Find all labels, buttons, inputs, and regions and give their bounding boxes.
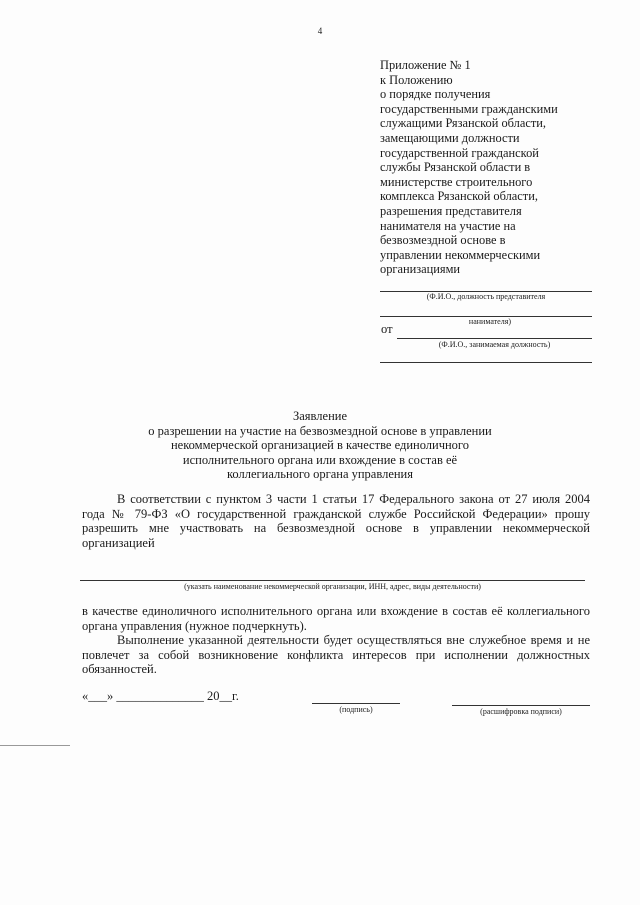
organization-rule (80, 580, 585, 581)
signature-caption: (подпись) (339, 705, 373, 714)
appendix-line: службы Рязанской области в (380, 160, 531, 175)
body-paragraph-3: Выполнение указанной деятельности будет осуществляться вне служебное время и не повлечет за собой возникновение конфликта интересов при исполнении должностных обязанностей. (82, 633, 590, 676)
addressee-rule-4 (380, 362, 592, 363)
appendix-line: Приложение № 1 (380, 58, 471, 72)
date-line: «___» ______________ 20__г. (82, 689, 239, 703)
document-title (110, 409, 530, 482)
appendix-line: государственными гражданскими (380, 101, 558, 116)
appendix-line: замещающими должности (380, 130, 520, 145)
appendix-line: разрешения представителя (380, 203, 522, 218)
scan-edge-mark (0, 745, 70, 746)
title-line: некоммерческой организацией в качестве единоличного (170, 438, 470, 452)
appendix-block (380, 58, 615, 277)
signature-rule (312, 703, 400, 704)
title-line: исполнительного органа или вхождение в состав её (182, 452, 458, 467)
appendix-line: к Положению (380, 72, 453, 87)
addressee-caption-2: нанимателя) (468, 317, 512, 326)
appendix-line: комплекса Рязанской области, (380, 189, 538, 204)
organization-caption: (указать наименование некоммерческой организации, ИНН, адрес, виды деятельности) (184, 582, 481, 591)
body-paragraph-2: в качестве единоличного исполнительного органа или вхождение в состав её коллегиального органа управления (нужное подчеркнуть). (82, 604, 590, 633)
signature-decode-caption: (расшифровка подписи) (480, 707, 562, 716)
appendix-line: государственной гражданской (380, 145, 539, 160)
page-number: 4 (317, 26, 323, 36)
appendix-line: служащими Рязанской области, (380, 116, 546, 131)
signature-decode-rule (452, 705, 590, 706)
appendix-line: о порядке получения (380, 87, 491, 102)
from-label: от (381, 322, 393, 336)
appendix-line: управлении некоммерческими (380, 247, 541, 262)
appendix-line: нанимателя на участие на (380, 218, 516, 233)
title-heading: Заявление (292, 409, 347, 423)
addressee-rule-3 (397, 338, 592, 339)
title-line: коллегиального органа управления (226, 467, 414, 481)
appendix-line: организациями (380, 262, 461, 277)
addressee-caption-3: (Ф.И.О., занимаемая должность) (438, 340, 551, 349)
appendix-line: министерстве строительного (380, 174, 533, 189)
appendix-line: безвозмездной основе в (380, 233, 506, 248)
body-paragraph-1: В соответствии с пунктом 3 части 1 статьи 17 Федерального закона от 27 июля 2004 года № 79-ФЗ «О государственной гражданской службе Российской Федерации» прошу разрешить мне участвовать на безвозмездной основе в управлении некоммерческой организацией (82, 492, 590, 550)
title-line: о разрешении на участие на безвозмездной основе в управлении (148, 423, 492, 438)
addressee-caption-1: (Ф.И.О., должность представителя (426, 292, 546, 301)
